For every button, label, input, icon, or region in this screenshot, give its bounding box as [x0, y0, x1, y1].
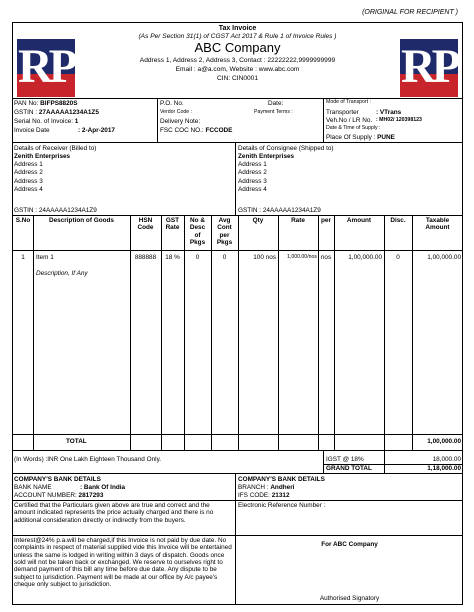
- col-header-pkgs: No & Desc of Pkgs: [189, 217, 206, 247]
- consignee-address-4: Address 4: [238, 186, 267, 193]
- col-header-desc: Description of Goods: [49, 217, 114, 224]
- col-header-qty: Qty: [252, 217, 264, 224]
- divider: [235, 142, 236, 215]
- pan-line: PAN No: BIFPS8820S: [14, 100, 78, 107]
- col-header-disc: Disc.: [390, 217, 406, 224]
- cell-per: nos: [320, 254, 332, 261]
- veh-value: : MH02/ 120398123: [376, 117, 422, 123]
- cell-hsn: 888888: [134, 254, 157, 261]
- invoice-title: Tax Invoice: [218, 25, 257, 32]
- divider: [12, 535, 463, 536]
- invoice-date-value: : 2-Apr-2017: [78, 127, 115, 134]
- col-header-gst: GST Rate: [165, 217, 180, 232]
- mode-label: Mode of Transport :: [326, 99, 371, 105]
- copy-label: (ORIGINAL FOR RECIPIENT ): [362, 9, 458, 16]
- company-cin: CIN: CIN0001: [216, 75, 259, 82]
- delivery-label: Delivery Note:: [160, 118, 201, 125]
- divider: [12, 450, 463, 451]
- total-value: 1,00,000.00: [427, 438, 461, 445]
- receiver-heading: Details of Receiver (Billed to): [14, 145, 97, 152]
- veh-label: Veh.No / LR No.: [326, 117, 373, 124]
- gstin-line: GSTIN : 27AAAAA1234A1Z5: [14, 109, 99, 116]
- cell-rate: 1,000.00/nos: [287, 254, 317, 260]
- divider: [12, 473, 463, 474]
- divider: [323, 98, 324, 142]
- logo-text: RP: [18, 40, 74, 93]
- receiver-name: Zenith Enterprises: [14, 153, 71, 160]
- cell-sno: 1: [21, 254, 25, 261]
- col-header-taxable: Taxable Amount: [425, 217, 450, 232]
- col-header-avg: Avg Cont per Pkgs: [216, 217, 233, 247]
- bank-heading: COMPANY'S BANK DETAILS: [14, 476, 101, 483]
- ifs-line: IFS CODE: 21312: [238, 492, 290, 499]
- consignee-address-2: Address 2: [238, 169, 267, 176]
- cell-taxable: 1,00,000.00: [427, 254, 461, 261]
- company-logo-left: [17, 39, 75, 97]
- bank-name-label: BANK NAME: [14, 484, 52, 491]
- invoice-date-label: Invoice Date: [14, 127, 50, 134]
- cell-gst: 18 %: [165, 254, 180, 261]
- divider: [12, 434, 463, 435]
- divider: [235, 473, 236, 605]
- bank-heading-2: COMPANY'S BANK DETAILS: [238, 476, 325, 483]
- receiver-address-1: Address 1: [14, 161, 43, 168]
- igst-label: IGST @ 18%: [326, 456, 364, 463]
- cell-disc: 0: [396, 254, 400, 261]
- branch-line: BRANCH : Andheri: [238, 484, 295, 491]
- divider: [12, 98, 463, 99]
- col-header-per: per: [321, 217, 331, 224]
- receiver-address-2: Address 2: [14, 169, 43, 176]
- cell-qty: 100 nos: [253, 254, 276, 261]
- serial-line: Serial No. of Invoice: 1: [14, 118, 79, 125]
- certification-text: Certified that the Particulars given above are true and correct and the amount indicated represents the price actually charged and there is no additional consideration directly or indirectly from the buyers.: [14, 502, 214, 524]
- cell-avg: 0: [222, 254, 227, 261]
- divider: [12, 500, 463, 501]
- receiver-gstin: GSTIN : 24AAAAA1234A1Z9: [14, 207, 97, 214]
- consignee-heading: Details of Consignee (Shipped to): [238, 145, 334, 152]
- cell-pkgs: 0: [195, 254, 200, 261]
- consignee-address-3: Address 3: [238, 178, 267, 185]
- divider: [157, 98, 158, 142]
- transporter-value: : VTrans: [376, 109, 402, 116]
- company-address: Address 1, Address 2, Address 3, Contact : 22222222,9999999999: [139, 57, 336, 64]
- total-label: TOTAL: [66, 438, 87, 445]
- payment-label: Payment Terms :: [254, 109, 293, 115]
- divider: [323, 450, 324, 473]
- vendor-label: Verdor Code :: [160, 109, 193, 115]
- divider: [12, 142, 463, 143]
- grand-total-value: 1,18,000.00: [427, 465, 461, 472]
- consignee-gstin: GSTIN : 24AAAAA1234A1Z9: [238, 207, 321, 214]
- company-name: ABC Company: [194, 40, 281, 55]
- grand-total-label: GRAND TOTAL: [326, 465, 372, 472]
- company-email: Email : a@a.com, Website : www.abc.com: [175, 66, 300, 73]
- amount-in-words: (In Words) :INR One Lakh Eighteen Thousand Only.: [14, 456, 162, 463]
- cell-amount: 1,00,000.00: [348, 254, 382, 261]
- col-header-hsn: HSN Code: [137, 217, 154, 232]
- divider: [12, 250, 463, 251]
- cell-desc-note: Description, If Any: [36, 270, 88, 277]
- logo-text: RP: [401, 40, 457, 93]
- po-label: P.O. No.: [160, 100, 184, 107]
- cell-desc: Item 1: [36, 254, 54, 261]
- invoice-subtitle: (As Per Section 31(1) of CGST Act 2017 & Rule 1 of Invoice Rules ): [138, 33, 337, 40]
- receiver-address-3: Address 3: [14, 178, 43, 185]
- divider: [384, 450, 385, 473]
- company-logo-right: [400, 39, 458, 97]
- authorised-signatory: Authorised Signatory: [319, 595, 380, 602]
- datetime-label: Date & Time of Supply :: [326, 125, 381, 131]
- bank-name-value: : Bank Of India: [80, 484, 126, 491]
- terms-text: Interest@24% p.a.will be charged,if this Invoice is not paid by due date. No complaints in respect of material supplied vide this Invoice will be entertained unless the same is lodged in writing within 3 days of dispatch. Goods once sold will not be taken back or exchanged. We reserve to ourselves right to demand payment of this bill any time before due date. Any dispute to be subject to jurisdiction. Payment will be made at our office by A/c payee's cheque only subject to jurisdiction.: [14, 537, 232, 589]
- col-header-sno: S.No: [15, 217, 31, 224]
- place-line: Place Of Supply : PUNE: [326, 134, 395, 141]
- consignee-name: Zenith Enterprises: [238, 153, 295, 160]
- igst-value: 18,000.00: [432, 456, 461, 463]
- fsc-line: FSC COC NO.: FCCODE: [160, 127, 233, 134]
- col-header-amount: Amount: [346, 217, 372, 224]
- consignee-address-1: Address 1: [238, 161, 267, 168]
- electronic-ref-label: Electronic Reference Number :: [238, 502, 326, 509]
- col-header-rate: Rate: [291, 217, 305, 224]
- transporter-label: Transporter: [326, 109, 359, 116]
- for-company-label: For ABC Company: [321, 541, 378, 548]
- receiver-address-4: Address 4: [14, 186, 43, 193]
- po-date-label: Date:: [268, 100, 284, 107]
- account-line: ACCOUNT NUMBER: 2817293: [14, 492, 104, 499]
